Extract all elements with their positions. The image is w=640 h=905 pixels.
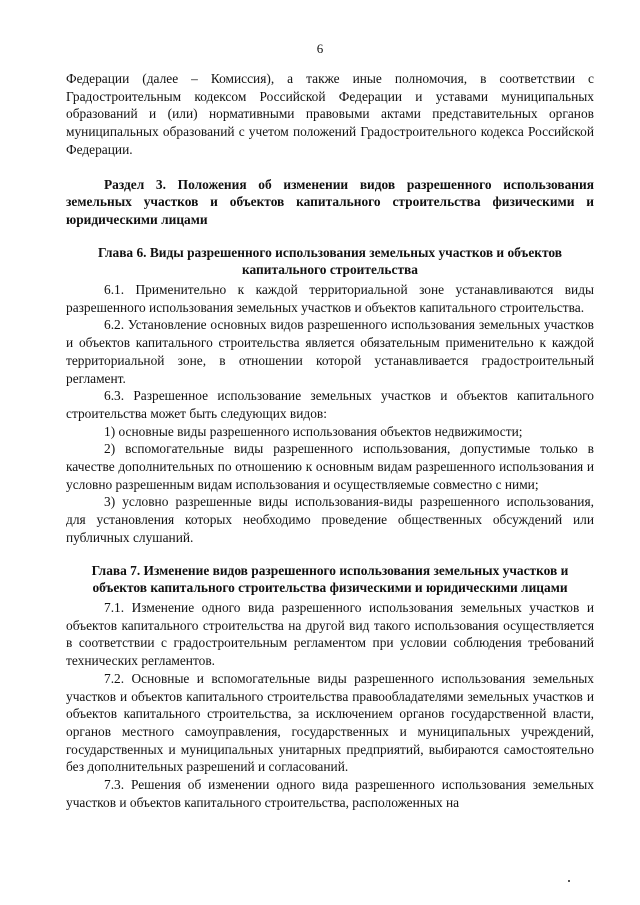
paragraph-7-3: 7.3. Решения об изменении одного вида разрешенного использования земельных участков и объектов капитального строительства, расположенных на: [66, 777, 594, 810]
paragraph-7-2: 7.2. Основные и вспомогательные виды разрешенного использования земельных участков и объектов капитального строительства правообладателями земельных участков и объектов капитального строительства, за исключением органов государственной власти, органов местного самоуправления, государственных и муниципальных учреждений, государственных и муниципальных унитарных предприятий, выбираются самостоятельно без дополнительных разрешений и согласований.: [66, 670, 594, 775]
paragraph-6-3: 6.3. Разрешенное использование земельных участков и объектов капитального строительства может быть следующих видов:: [66, 388, 594, 421]
paragraph-6-1: 6.1. Применительно к каждой территориальной зоне устанавливаются виды разрешенного использования земельных участков и объектов капитального строительства.: [66, 282, 594, 315]
scan-speck: [568, 880, 570, 882]
chapter-7-heading: Глава 7. Изменение видов разрешенного использования земельных участков и объектов капитального строительства физическими и юридическими лицами: [91, 562, 569, 596]
paragraph-6-2: 6.2. Установление основных видов разрешенного использования земельных участков и объектов капитального строительства является обязательным применительно к каждой территориальной зоне, в отношении которой устанавливается градостроительный регламент.: [66, 317, 594, 386]
continued-paragraph: Федерации (далее – Комиссия), а также иные полномочия, в соответствии с Градостроительным кодексом Российской Федерации и уставами муниципальных образований и (или) нормативными правовыми актами представительных органов муниципальных образований с учетом положений Градостроительного кодекса Российской Федерации.: [66, 71, 594, 157]
list-item-1: 1) основные виды разрешенного использования объектов недвижимости;: [104, 423, 523, 439]
section-3-heading: Раздел 3. Положения об изменении видов разрешенного использования земельных участков и объектов капитального строительства физическими и юридическими лицами: [66, 176, 594, 227]
chapter-6-heading: Глава 6. Виды разрешенного использования земельных участков и объектов капитального строительства: [97, 244, 562, 278]
list-item-2: 2) вспомогательные виды разрешенного использования, допустимые только в качестве дополнительных по отношению к основным видам разрешенного использования и условно разрешенным видам использования и осуществляемые совместно с ними;: [66, 441, 594, 492]
page-number: 6: [316, 41, 324, 56]
paragraph-7-1: 7.1. Изменение одного вида разрешенного использования земельных участков и объектов капитального строительства на другой вид такого использования осуществляется в соответствии с градостроительным регламентом при условии соблюдения требований технических регламентов.: [66, 599, 594, 669]
document-body: [66, 70, 594, 811]
list-item-3: 3) условно разрешенные виды использования-виды разрешенного использования, для установления которых необходимо проведение общественных обсуждений или публичных слушаний.: [66, 494, 594, 545]
